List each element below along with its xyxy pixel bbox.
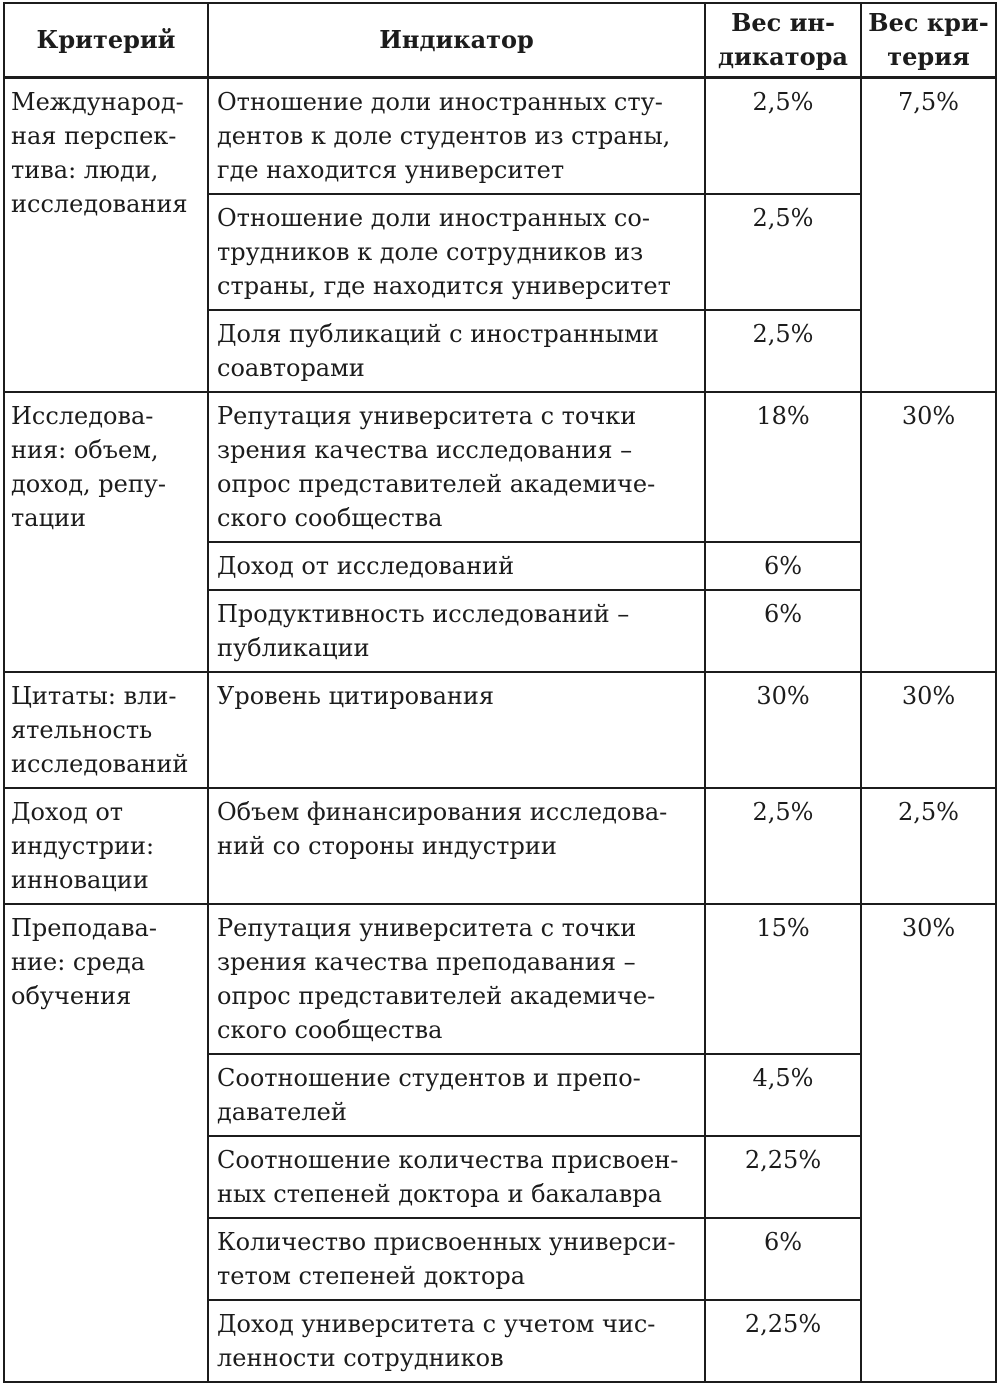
- header-indicator: Индикатор: [208, 3, 705, 78]
- indicator-weight-cell: 6%: [705, 542, 861, 590]
- indicator-cell: Объем финансирования исследова- ний со стороны индустрии: [208, 788, 705, 904]
- criterion-cell: Исследова- ния: объем, доход, репу- тации: [4, 392, 208, 672]
- table-row: [4, 392, 996, 542]
- indicator-weight-cell: 2,5%: [705, 194, 861, 310]
- indicator-weight-cell: 2,5%: [705, 788, 861, 904]
- criterion-cell: Преподава- ние: среда обучения: [4, 904, 208, 1382]
- indicator-cell: Доход университета с учетом чис- ленности сотрудников: [208, 1300, 705, 1382]
- indicator-cell: Отношение доли иностранных со- трудников к доле сотрудников из страны, где находится университет: [208, 194, 705, 310]
- indicator-cell: Продуктивность исследований – публикации: [208, 590, 705, 672]
- indicator-cell: Уровень цитирования: [208, 672, 705, 788]
- indicator-cell: Репутация университета с точки зрения качества преподавания – опрос представителей академиче- ского сообщества: [208, 904, 705, 1054]
- indicator-weight-cell: 2,5%: [705, 78, 861, 195]
- header-criterion: Критерий: [4, 3, 208, 78]
- header-criterion-weight: Вес кри- терия: [861, 3, 996, 78]
- indicator-cell: Доля публикаций с иностранными соавторами: [208, 310, 705, 392]
- header-indicator-weight: Вес ин- дикатора: [705, 3, 861, 78]
- criterion-cell: Доход от индустрии: инновации: [4, 788, 208, 904]
- indicator-cell: Отношение доли иностранных сту- дентов к доле студентов из страны, где находится университет: [208, 78, 705, 195]
- table-row: [4, 788, 996, 904]
- criterion-weight-cell: 2,5%: [861, 788, 996, 904]
- indicator-cell: Репутация университета с точки зрения качества исследования – опрос представителей академиче- ского сообщества: [208, 392, 705, 542]
- table-row: [4, 904, 996, 1054]
- criterion-weight-cell: 30%: [861, 392, 996, 672]
- indicator-weight-cell: 2,25%: [705, 1136, 861, 1218]
- indicator-weight-cell: 6%: [705, 1218, 861, 1300]
- indicator-weight-cell: 2,5%: [705, 310, 861, 392]
- indicator-weight-cell: 4,5%: [705, 1054, 861, 1136]
- rankings-criteria-table: [3, 2, 997, 1383]
- indicator-cell: Соотношение студентов и препо- давателей: [208, 1054, 705, 1136]
- criterion-weight-cell: 30%: [861, 904, 996, 1382]
- indicator-cell: Соотношение количества присвоен- ных степеней доктора и бакалавра: [208, 1136, 705, 1218]
- criterion-weight-cell: 7,5%: [861, 78, 996, 393]
- indicator-cell: Доход от исследований: [208, 542, 705, 590]
- header-row: [4, 3, 996, 78]
- indicator-cell: Количество присвоенных универси- тетом степеней доктора: [208, 1218, 705, 1300]
- indicator-weight-cell: 2,25%: [705, 1300, 861, 1382]
- criterion-cell: Цитаты: вли- ятельность исследований: [4, 672, 208, 788]
- table-row: [4, 78, 996, 195]
- criterion-cell: Международ- ная перспек- тива: люди, исследования: [4, 78, 208, 393]
- indicator-weight-cell: 30%: [705, 672, 861, 788]
- table-row: [4, 672, 996, 788]
- indicator-weight-cell: 18%: [705, 392, 861, 542]
- indicator-weight-cell: 6%: [705, 590, 861, 672]
- indicator-weight-cell: 15%: [705, 904, 861, 1054]
- criterion-weight-cell: 30%: [861, 672, 996, 788]
